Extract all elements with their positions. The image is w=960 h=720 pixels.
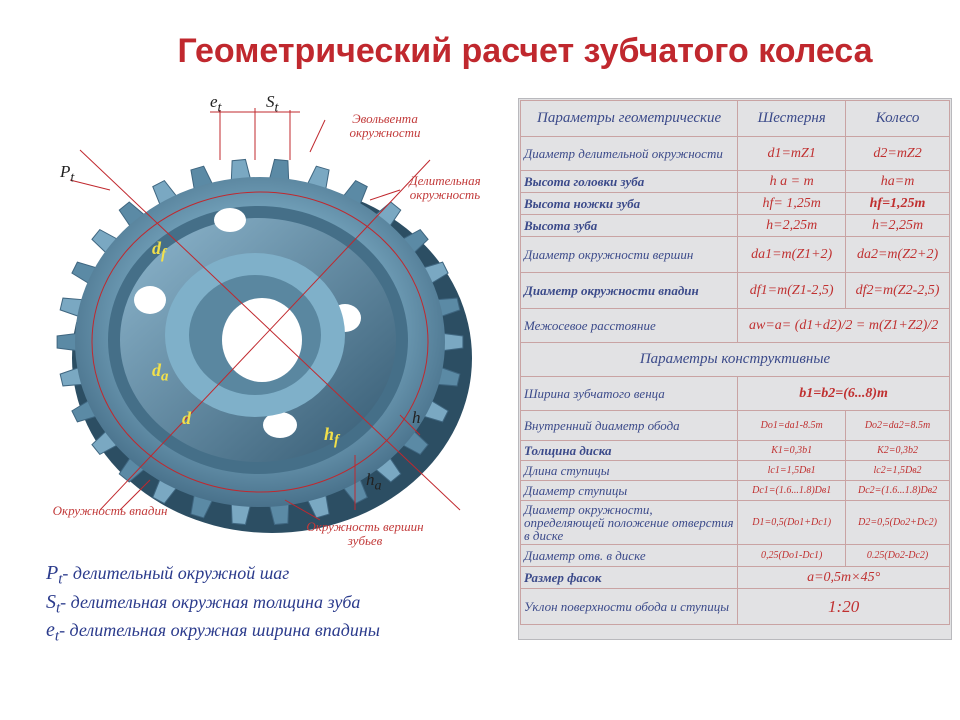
row-formula: aw=a= (d1+d2)/2 = m(Z1+Z2)/2: [738, 309, 950, 343]
gear-drawing: [40, 90, 510, 570]
row-gear: hf= 1,25m: [738, 193, 846, 215]
label-delitelnaya: Делительная окружность: [409, 173, 481, 202]
table-row: [521, 441, 950, 461]
row-wheel: h=2,25m: [846, 215, 950, 237]
legend-item: $S_t-$ делительная окружная толщина зуба: [46, 590, 361, 617]
page-title: Геометрический расчет зубчатого колеса: [177, 32, 873, 70]
row-wheel: 0.25(Do2-Dc2): [846, 545, 950, 567]
row-param: Высота ножки зуба: [521, 193, 738, 215]
legend-item: $P_t-$ делительный окружной шаг: [46, 562, 290, 588]
row-param: Высота зуба: [521, 215, 738, 237]
symbol-et: $e_t$: [210, 92, 222, 116]
row-gear: d1=mZ1: [738, 137, 846, 171]
row-param: Диаметр ступицы: [521, 481, 738, 501]
label-okr-vpadin: Окружность впадин: [52, 503, 168, 518]
row-formula: a=0,5m×45°: [738, 567, 950, 589]
row-param: Диаметр окружности впадин: [521, 273, 738, 309]
table-row: [521, 461, 950, 481]
row-wheel: da2=m(Z2+2): [846, 237, 950, 273]
row-gear: da1=m(Z1+2): [738, 237, 846, 273]
row-wheel: ha=m: [846, 171, 950, 193]
symbol-pt: $P_t$: [60, 162, 75, 186]
row-gear: 0,25(Do1-Dc1): [738, 545, 846, 567]
table-row: [521, 481, 950, 501]
header-param: Параметры геометрические: [521, 101, 738, 137]
table-row: [521, 501, 950, 545]
label-evolventa: Эвольвента окружности: [349, 111, 421, 140]
row-param: Диаметр окружности, определяющей положение отверстия в диске: [521, 501, 738, 545]
table-row: [521, 171, 950, 193]
row-param: Диаметр делительной окружности: [521, 137, 738, 171]
row-gear: D1=0,5(Do1+Dc1): [738, 501, 846, 545]
row-wheel: Do2=da2=8.5m: [846, 411, 950, 441]
row-gear: Do1=da1-8.5m: [738, 411, 846, 441]
row-formula: b1=b2=(6...8)m: [738, 377, 950, 411]
symbol-df: $d_f$: [152, 238, 166, 263]
row-gear: h a = m: [738, 171, 846, 193]
row-gear: df1=m(Z1-2,5): [738, 273, 846, 309]
row-wheel: df2=m(Z2-2,5): [846, 273, 950, 309]
row-param: Уклон поверхности обода и ступицы: [521, 589, 738, 625]
symbol-da: $d_a$: [152, 360, 169, 385]
table-row: [521, 273, 950, 309]
disk-hole: [134, 286, 166, 314]
row-param: Размер фасок: [521, 567, 738, 589]
table-row: [521, 377, 950, 411]
table-row: [521, 137, 950, 171]
table-row: [521, 589, 950, 625]
table-row: [521, 567, 950, 589]
parameters-grid: [520, 100, 950, 625]
table-row: [521, 237, 950, 273]
table-row: [521, 193, 950, 215]
row-wheel: K2=0,3b2: [846, 441, 950, 461]
row-gear: Dc1=(1.6...1.8)Dв1: [738, 481, 846, 501]
table-row: [521, 545, 950, 567]
legend: [46, 562, 516, 648]
row-param: Высота головки зуба: [521, 171, 738, 193]
row-param: Диаметр отв. в диске: [521, 545, 738, 567]
row-param: Ширина зубчатого венца: [521, 377, 738, 411]
legend-item: $e_t-$ делительная окружная ширина впадины: [46, 619, 380, 645]
label-okr-vershin: Окружность вершин зубьев: [306, 519, 424, 548]
table-section: [521, 343, 950, 377]
row-param: Длина ступицы: [521, 461, 738, 481]
table-row: [521, 215, 950, 237]
row-gear: lc1=1,5Dв1: [738, 461, 846, 481]
symbol-ha: $h_a$: [366, 470, 382, 494]
row-param: Межосевое расстояние: [521, 309, 738, 343]
row-wheel: lc2=1,5Dв2: [846, 461, 950, 481]
header-wheel: Колесо: [846, 101, 950, 137]
row-param: Диаметр окружности вершин: [521, 237, 738, 273]
symbol-d: d: [182, 408, 191, 428]
symbol-st: $S_t$: [266, 92, 279, 116]
table-row: [521, 309, 950, 343]
table-header: [521, 101, 950, 137]
row-wheel: Dc2=(1.6...1.8)Dв2: [846, 481, 950, 501]
row-param: Толщина диска: [521, 441, 738, 461]
disk-hole: [214, 208, 246, 232]
table-row: [521, 411, 950, 441]
row-param: Внутренний диаметр обода: [521, 411, 738, 441]
row-wheel: hf=1,25m: [846, 193, 950, 215]
section-title: Параметры конструктивные: [521, 343, 950, 377]
header-gear: Шестерня: [738, 101, 846, 137]
shaft-bore: [222, 298, 302, 382]
row-wheel: D2=0,5(Do2+Dc2): [846, 501, 950, 545]
symbol-h: h: [412, 408, 421, 427]
parameters-table: [518, 98, 952, 640]
row-formula: 1:20: [738, 589, 950, 625]
gear-illustration: [40, 90, 510, 570]
row-wheel: d2=mZ2: [846, 137, 950, 171]
symbol-hf: $h_f$: [324, 424, 340, 449]
row-gear: h=2,25m: [738, 215, 846, 237]
row-gear: K1=0,3b1: [738, 441, 846, 461]
